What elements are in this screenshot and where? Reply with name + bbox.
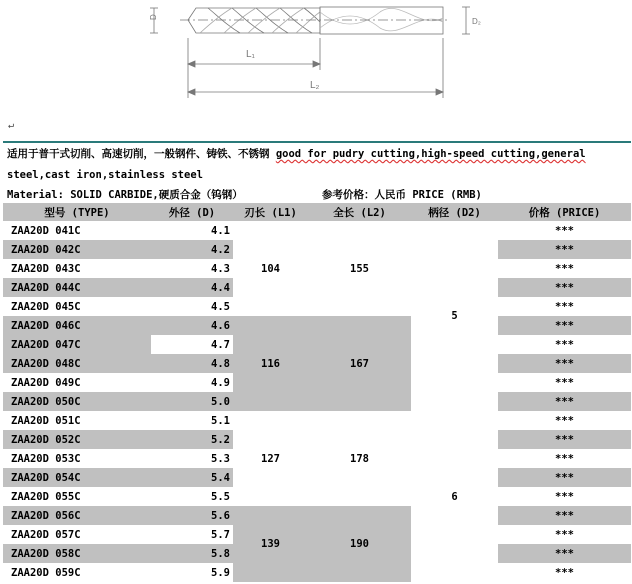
header-price: 价格 (PRICE)	[498, 203, 631, 221]
price-table	[3, 141, 631, 582]
price-cell: ***	[498, 259, 631, 278]
type-cell: ZAA20D 048C	[3, 354, 151, 373]
type-cell: ZAA20D 050C	[3, 392, 151, 411]
l1-cell: 127	[233, 411, 308, 506]
d-cell: 4.1	[151, 221, 233, 240]
header-l1: 刃长 (L1)	[233, 203, 308, 221]
d-cell: 4.9	[151, 373, 233, 392]
type-cell: ZAA20D 052C	[3, 430, 151, 449]
type-cell: ZAA20D 056C	[3, 506, 151, 525]
d-cell: 4.3	[151, 259, 233, 278]
d-cell: 5.3	[151, 449, 233, 468]
type-cell: ZAA20D 047C	[3, 335, 151, 354]
type-cell: ZAA20D 055C	[3, 487, 151, 506]
type-cell: ZAA20D 053C	[3, 449, 151, 468]
l2-label: L₂	[310, 80, 320, 91]
price-cell: ***	[498, 449, 631, 468]
price-cell: ***	[498, 392, 631, 411]
l2-cell: 190	[308, 506, 411, 582]
l2-cell: 167	[308, 316, 411, 411]
d-cell: 5.1	[151, 411, 233, 430]
l1-label: L₁	[246, 49, 255, 60]
d-cell: 5.7	[151, 525, 233, 544]
price-cell: ***	[498, 487, 631, 506]
table-row	[3, 411, 631, 430]
d-cell: 5.0	[151, 392, 233, 411]
d-cell: 5.9	[151, 563, 233, 582]
drill-drawing	[0, 0, 632, 110]
type-cell: ZAA20D 041C	[3, 221, 151, 240]
table-row	[3, 221, 631, 240]
l1-cell: 116	[233, 316, 308, 411]
d-cell: 5.2	[151, 430, 233, 449]
d-cell: 4.5	[151, 297, 233, 316]
price-cell: ***	[498, 316, 631, 335]
type-cell: ZAA20D 044C	[3, 278, 151, 297]
type-cell: ZAA20D 057C	[3, 525, 151, 544]
type-cell: ZAA20D 045C	[3, 297, 151, 316]
price-cell: ***	[498, 468, 631, 487]
price-cell: ***	[498, 525, 631, 544]
price-cell: ***	[498, 373, 631, 392]
d-cell: 5.8	[151, 544, 233, 563]
intro-line-2: steel,cast iron,stainless steel	[7, 168, 203, 181]
table-row	[3, 316, 631, 335]
type-cell: ZAA20D 042C	[3, 240, 151, 259]
header-d2: 柄径 (D2)	[411, 203, 498, 221]
price-cell: ***	[498, 411, 631, 430]
intro-cn: 适用于普干式切削、高速切削，一般钢件、铸铁、不锈钢	[7, 148, 270, 160]
intro-en: good for pudry cutting,high-speed cutting,general	[275, 148, 586, 160]
price-cell: ***	[498, 221, 631, 240]
price-cell: ***	[498, 506, 631, 525]
d-cell: 4.4	[151, 278, 233, 297]
header-d: 外径 (D)	[151, 203, 233, 221]
paragraph-mark: ↵	[8, 120, 15, 131]
intro-line-1	[3, 142, 631, 164]
price-cell: ***	[498, 240, 631, 259]
type-cell: ZAA20D 043C	[3, 259, 151, 278]
d2-label: D₂	[472, 17, 481, 26]
header-type: 型号 (TYPE)	[3, 203, 151, 221]
d2-cell: 6	[411, 411, 498, 582]
price-reference: 参考价格：人民币 PRICE (RMB)	[322, 188, 482, 201]
d-cell: 5.5	[151, 487, 233, 506]
price-cell: ***	[498, 544, 631, 563]
price-cell: ***	[498, 563, 631, 582]
d2-cell: 5	[411, 221, 498, 411]
d-cell: 5.4	[151, 468, 233, 487]
d-label: D	[149, 14, 158, 20]
type-cell: ZAA20D 054C	[3, 468, 151, 487]
d-cell: 4.6	[151, 316, 233, 335]
type-cell: ZAA20D 046C	[3, 316, 151, 335]
price-cell: ***	[498, 278, 631, 297]
d-cell: 5.6	[151, 506, 233, 525]
header-l2: 全长 (L2)	[308, 203, 411, 221]
d-cell: 4.2	[151, 240, 233, 259]
price-cell: ***	[498, 335, 631, 354]
type-cell: ZAA20D 049C	[3, 373, 151, 392]
type-cell: ZAA20D 059C	[3, 563, 151, 582]
d-cell: 4.8	[151, 354, 233, 373]
table-row	[3, 506, 631, 525]
type-cell: ZAA20D 058C	[3, 544, 151, 563]
price-cell: ***	[498, 430, 631, 449]
price-cell: ***	[498, 354, 631, 373]
l2-cell: 155	[308, 221, 411, 316]
price-cell: ***	[498, 297, 631, 316]
l1-cell: 104	[233, 221, 308, 316]
l1-cell: 139	[233, 506, 308, 582]
material-label: Material: SOLID CARBIDE,硬质合金（钨钢）	[7, 188, 243, 201]
l2-cell: 178	[308, 411, 411, 506]
type-cell: ZAA20D 051C	[3, 411, 151, 430]
d-cell: 4.7	[151, 335, 233, 354]
